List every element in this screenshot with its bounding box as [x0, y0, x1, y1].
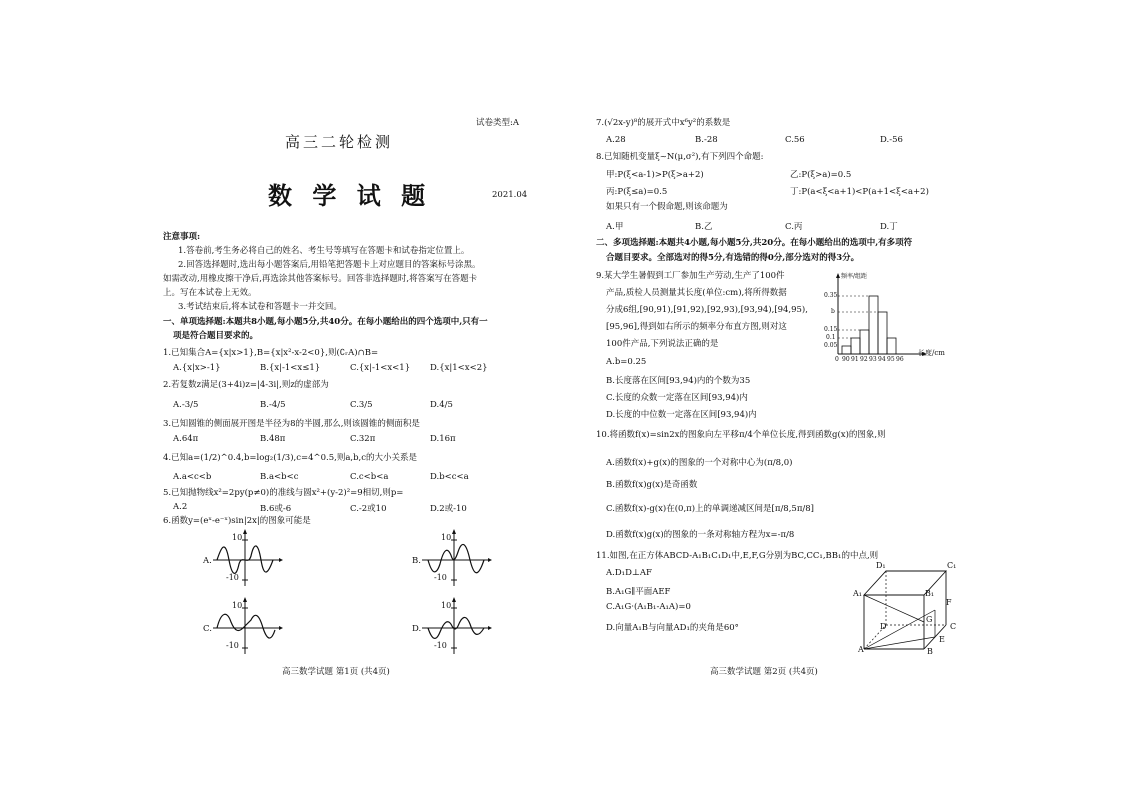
question-stem: 6.函数y=(eˣ-e⁻ˣ)sin|2x|的图象可能是	[163, 516, 311, 526]
option-c: C.丙	[785, 222, 803, 232]
cube-label: F	[946, 598, 952, 607]
question-stem: 3.已知圆锥的侧面展开图是半径为8的半圆,那么,则该圆锥的侧面积是	[163, 419, 420, 429]
exam-date: 2021.04	[492, 190, 528, 200]
tick-label: 10	[441, 601, 452, 610]
notice-title: 注意事项:	[163, 232, 201, 242]
option-b: B.长度落在区间[93,94)内的个数为35	[606, 376, 751, 386]
cube-label: B	[927, 647, 933, 656]
question-stem: 2.若复数z满足(3+4i)z=|4-3i|,则z的虚部为	[163, 380, 329, 390]
option-c: C.56	[785, 135, 805, 145]
question-stem: 5.已知抛物线x²=2py(p≠0)的准线与圆x²+(y-2)²=9相切,则p=	[163, 488, 404, 498]
hist-xtick: 90	[842, 356, 850, 363]
cube-label: A₁	[853, 589, 862, 598]
option-a: A.函数f(x)+g(x)的图象的一个对称中心为(π/8,0)	[606, 458, 793, 468]
option-b: B.	[412, 556, 421, 566]
option-d: D.b<c<a	[430, 472, 469, 482]
option-b: B.6或-6	[260, 504, 292, 514]
hist-ytick: 0.35	[824, 292, 838, 299]
cube-label: B₁	[925, 589, 935, 598]
option-b: B.{x|-1<x≤1}	[260, 363, 321, 373]
option-a: A.a<c<b	[173, 472, 212, 482]
proposition: 乙:P(ξ>a)=0.5	[790, 170, 852, 180]
option-a: A.{x|x>-1}	[173, 363, 221, 373]
option-b: B.a<b<c	[260, 472, 299, 482]
question-stem: 11.如图,在正方体ABCD-A₁B₁C₁D₁中,E,F,G分别为BC,CC₁,BB₁的中点,则	[596, 551, 879, 561]
page-footer: 高三数学试题 第1页 (共4页)	[282, 667, 390, 677]
hist-xtick: 93	[869, 356, 877, 363]
page-footer: 高三数学试题 第2页 (共4页)	[710, 667, 818, 677]
exam-header: 高三二轮检测	[285, 133, 394, 151]
option-d: D.-56	[880, 135, 903, 145]
question-stem: 4.已知a=(1/2)^0.4,b=log₂(1/3),c=4^0.5,则a,b,c的大小关系是	[163, 453, 418, 463]
option-d: D.丁	[880, 222, 898, 232]
cube-label: C	[950, 622, 957, 631]
tick-label: 10	[441, 533, 452, 542]
option-b: B.乙	[695, 222, 713, 232]
question-stem: 分成6组,[90,91),[91,92),[92,93),[93,94),[94,95),	[606, 305, 808, 315]
tick-label: -10	[226, 641, 239, 650]
option-d: D.16π	[430, 434, 456, 444]
tick-label: -10	[226, 573, 239, 582]
hist-ytick: 0.1	[826, 334, 836, 341]
option-a: A.28	[606, 135, 626, 145]
cube-label: D	[880, 622, 887, 631]
cube-label: A	[858, 645, 864, 654]
proposition: 丙:P(ξ≤a)=0.5	[606, 187, 668, 197]
option-a: A.D₁D⊥AF	[606, 568, 652, 578]
question-stem: [95,96],得到如右所示的频率分布直方图,则对这	[606, 322, 787, 332]
cube-label: G	[926, 615, 933, 624]
graph-a	[213, 528, 285, 588]
question-stem: 9.某大学生暑假到工厂参加生产劳动,生产了100件	[596, 271, 785, 281]
hist-xtick: 91	[851, 356, 859, 363]
page-title: 数 学 试 题	[268, 181, 432, 210]
option-d: D.	[412, 624, 422, 634]
tick-label: -10	[434, 641, 447, 650]
tick-label: 10	[232, 533, 243, 542]
question-stem: 产品,质检人员测量其长度(单位:cm),将所得数据	[606, 288, 787, 298]
option-b: B.函数f(x)g(x)是奇函数	[606, 480, 698, 490]
option-a: A.甲	[606, 222, 624, 232]
option-c: C.3/5	[350, 400, 373, 410]
hist-xtick: 95	[887, 356, 895, 363]
option-b: B.A₁G∥平面AEF	[606, 587, 671, 597]
section-heading-cont: 项是符合题目要求的。	[173, 331, 259, 341]
option-d: D.长度的中位数一定落在区间[93,94)内	[606, 410, 757, 420]
section-heading: 一、单项选择题:本题共8小题,每小题5分,共40分。在每小题给出的四个选项中,只有一	[163, 317, 488, 327]
notice-line: 如需改动,用橡皮擦干净后,再选涂其他答案标号。回答非选择题时,将答案写在答题卡	[163, 274, 478, 284]
hist-ytick: 0.05	[824, 342, 838, 349]
question-stem: 8.已知随机变量ξ~N(μ,σ²),有下列四个命题:	[596, 152, 764, 162]
option-a: A.2	[173, 502, 188, 512]
graph-c	[213, 596, 285, 656]
tick-label: 10	[232, 601, 243, 610]
option-d: D.2或-10	[430, 504, 467, 514]
cube-label: C₁	[947, 561, 957, 570]
option-c: C.函数f(x)-g(x)在(0,π)上的单调递减区间是[π/8,5π/8]	[606, 504, 815, 514]
section-heading: 二、多项选择题:本题共4小题,每小题5分,共20分。在每小题给出的选项中,有多项符	[596, 238, 913, 248]
section-heading-cont: 合题目要求。全部选对的得5分,有选错的得0分,部分选对的得3分。	[606, 253, 860, 263]
hist-ytick: b	[831, 308, 835, 315]
hist-xtick: 0	[835, 356, 839, 363]
hist-xtick: 92	[860, 356, 868, 363]
option-d: D.函数f(x)g(x)的图象的一条对称轴方程为x=-π/8	[606, 530, 795, 540]
option-c: C.32π	[350, 434, 376, 444]
histogram	[822, 272, 932, 362]
histogram-ylabel: 频率/组距	[841, 273, 868, 280]
question-stem: 10.将函数f(x)=sin2x的图象向左平移π/4个单位长度,得到函数g(x)的图象,则	[596, 430, 886, 440]
cube-label: D₁	[876, 561, 886, 570]
question-stem: 100件产品,下列说法正确的是	[606, 339, 719, 349]
histogram-xlabel: 长度/cm	[918, 349, 945, 357]
option-a: A.64π	[173, 434, 199, 444]
hist-xtick: 94	[878, 356, 886, 363]
notice-line: 2.回答选择题时,选出每小题答案后,用铅笔把答题卡上对应题目的答案标号涂黑。	[178, 260, 481, 270]
question-stem: 1.已知集合A={x|x>1},B={x|x²-x-2<0},则(∁ᵣA)∩B=	[163, 348, 379, 358]
option-a: A.	[203, 556, 212, 566]
option-d: D.4/5	[430, 400, 453, 410]
option-c: C.长度的众数一定落在区间[93,94)内	[606, 393, 748, 403]
option-b: B.-4/5	[260, 400, 286, 410]
notice-line: 1.答卷前,考生务必将自己的姓名、考生号等填写在答题卡和试卷指定位置上。	[178, 246, 470, 256]
hist-ytick: 0.15	[824, 326, 838, 333]
proposition: 丁:P(a<ξ<a+1)<P(a+1<ξ<a+2)	[790, 187, 929, 197]
tick-label: -10	[434, 573, 447, 582]
option-c: C.c<b<a	[350, 472, 389, 482]
option-b: B.48π	[260, 434, 286, 444]
option-c: C.A₁G·(A₁B₁-A₁A)=0	[606, 602, 691, 612]
exam-type: 试卷类型:A	[476, 118, 520, 128]
graph-d	[422, 596, 494, 656]
notice-line: 3.考试结束后,将本试卷和答题卡一并交回。	[178, 302, 342, 312]
hist-xtick: 96	[896, 356, 904, 363]
option-d: D.{x|1<x<2}	[430, 363, 488, 373]
option-a: A.-3/5	[173, 400, 199, 410]
notice-line: 上。写在本试卷上无效。	[163, 288, 257, 298]
option-d: D.向量A₁B与向量AD₁的夹角是60°	[606, 623, 739, 633]
cube-label: E	[939, 635, 945, 644]
option-a: A.b=0.25	[606, 357, 647, 367]
option-c: C.{x|-1<x<1}	[350, 363, 411, 373]
option-c: C.	[203, 624, 212, 634]
question-condition: 如果只有一个假命题,则该命题为	[606, 202, 728, 212]
proposition: 甲:P(ξ<a-1)>P(ξ>a+2)	[606, 170, 704, 180]
question-stem: 7.(√2x-y)⁸的展开式中x⁶y²的系数是	[596, 118, 731, 128]
option-c: C.-2或10	[350, 504, 387, 514]
option-b: B.-28	[695, 135, 718, 145]
graph-b	[422, 528, 494, 588]
